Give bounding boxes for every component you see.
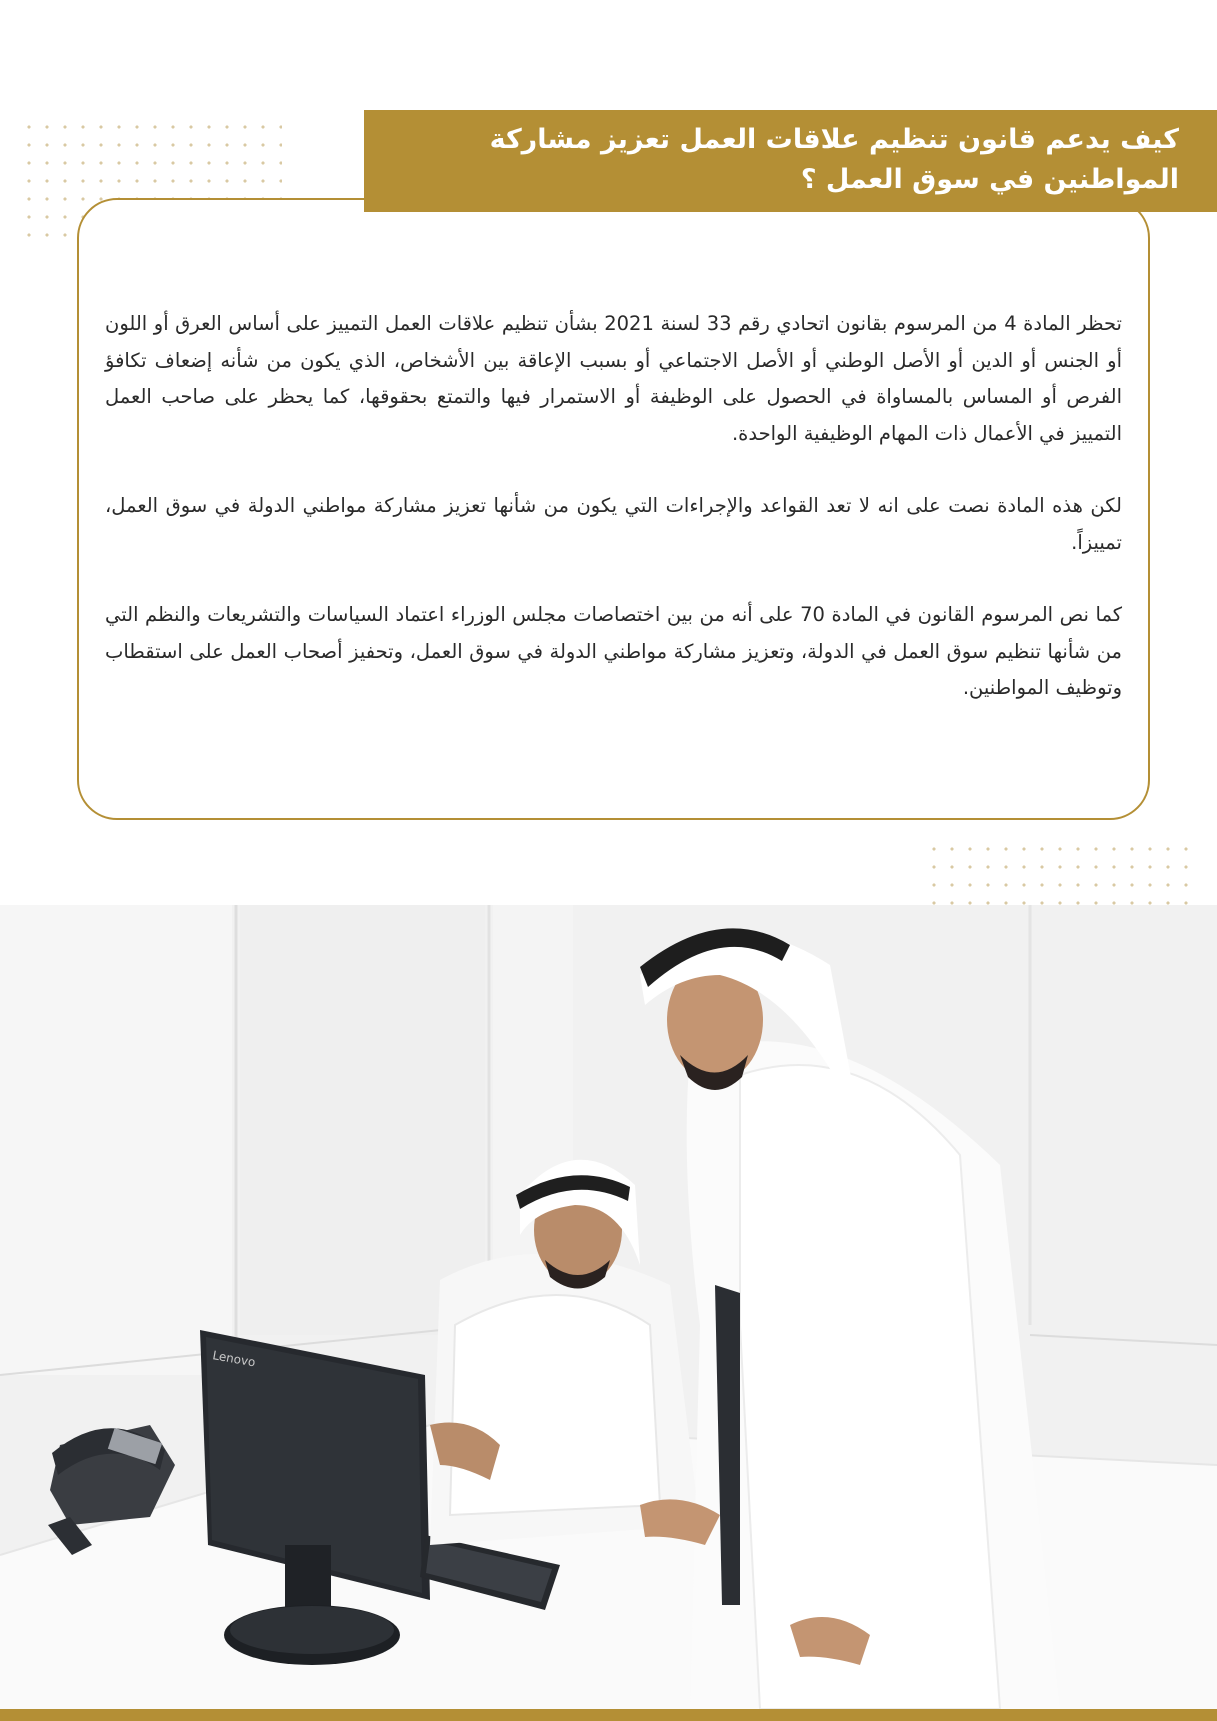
paragraph-article-70: كما نص المرسوم القانون في المادة 70 على أنه من بين اختصاصات مجلس الوزراء اعتماد السياسات والتشريعات والنظم التي من شأنها تنظيم سوق العمل في الدولة، وتعزيز مشاركة مواطني الدولة في سوق العمل، وتحفيز أصحاب العمل على استقطاب وتوظيف المواطنين.	[105, 603, 1122, 699]
monitor-brand-label: Lenovo	[211, 1348, 257, 1370]
page-title-line-1: كيف يدعم قانون تنظيم علاقات العمل تعزيز مشاركة	[489, 124, 1179, 155]
paragraph-article-4: تحظر المادة 4 من المرسوم بقانون اتحادي رقم 33 لسنة 2021 بشأن تنظيم علاقات العمل التمييز على أساس العرق أو اللون أو الجنس أو الدين أو الأصل الوطني أو الأصل الاجتماعي أو بسبب الإعاقة بين الأشخاص، الذي يكون من شأنه إضعاف تكافؤ الفرص أو المساس بالمساواة في الحصول على الوظيفة أو الاستمرار فيها والتمتع بحقوقها، كما يحظر على صاحب العمل التمييز في الأعمال ذات المهام الوظيفية الواحدة.	[105, 312, 1122, 445]
office-photo	[0, 905, 1217, 1709]
content-card	[77, 198, 1150, 820]
bottom-accent-bar	[0, 1709, 1217, 1721]
page-title-line-2: المواطنين في سوق العمل ؟	[800, 164, 1179, 195]
article-body	[105, 306, 1122, 743]
paragraph-exception: لكن هذه المادة نصت على انه لا تعد القواعد والإجراءات التي يكون من شأنها تعزيز مشاركة مواطني الدولة في سوق العمل، تمييزاً.	[105, 494, 1122, 554]
office-scene-illustration	[0, 905, 1217, 1709]
title-banner	[364, 110, 1217, 212]
